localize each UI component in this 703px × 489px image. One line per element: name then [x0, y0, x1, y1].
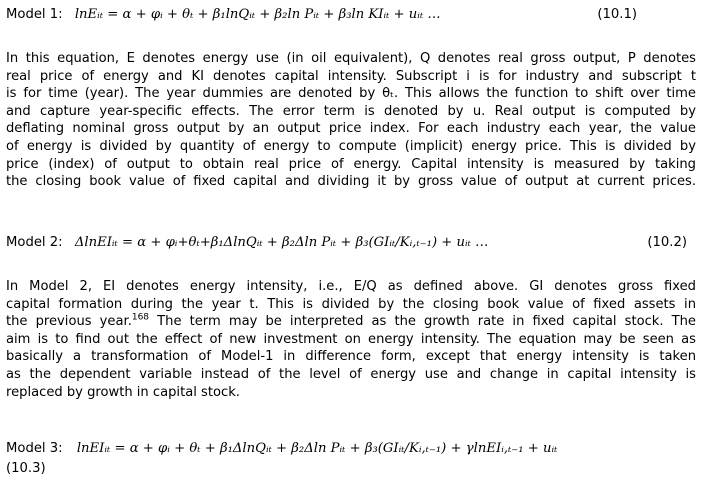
paragraph-2-line [6, 313, 696, 331]
paragraph-2-line: replaced by growth in capital stock. [6, 384, 240, 400]
paragraph-2-line: aim is to find out the effect of new investment on energy intensity. The equation may be seen as [6, 331, 696, 347]
paragraph-1-line: real price of energy and KI denotes capital intensity. Subscript i is for industry and subscript t [6, 68, 696, 84]
paragraph-2 [6, 278, 696, 401]
model-1-label: Model 1: [6, 7, 63, 22]
model-3-number: (10.3) [6, 461, 46, 476]
model-2-label: Model 2: [6, 235, 63, 250]
model-3-equation [6, 440, 697, 458]
model-2-equation [6, 234, 697, 252]
model-3-formula: lnEIᵢₜ = α + φᵢ + θₜ + β₁ΔlnQᵢₜ + β₂Δln Pᵢₜ + β₃(GIᵢₜ/Kᵢ,ₜ₋₁) + γlnEIᵢ,ₜ₋₁ + uᵢₜ [76, 441, 558, 456]
model-2-formula: ΔlnEIᵢₜ = α + φᵢ+θₜ+β₁ΔlnQᵢₜ + β₂Δln Pᵢₜ + β₃(GIᵢₜ/Kᵢ,ₜ₋₁) + uᵢₜ … [74, 235, 489, 250]
paragraph-2-text: The term may be interpreted as the growth rate in fixed capital stock. The [149, 314, 696, 330]
paragraph-2-line: capital formation during the year t. This is divided by the closing book value of fixed assets in [6, 296, 696, 312]
model-3-number-row [6, 460, 697, 478]
paragraph-2-line: In Model 2, EI denotes energy intensity, i.e., E/Q as defined above. GI denotes gross fixed [6, 279, 696, 294]
model-2-number: (10.2) [647, 235, 687, 250]
paragraph-2-line: as the dependent variable instead of the level of energy use and change in capital intensity is [6, 366, 696, 382]
model-1-equation [6, 6, 697, 24]
footnote-marker: 168 [131, 312, 150, 323]
paragraph-2-text: the previous year. [6, 314, 132, 330]
paragraph-1-line: is for time (year). The year dummies are denoted by θₜ. This allows the function to shift over time [6, 86, 696, 102]
paragraph-1-line: deflating nominal gross output by an output price index. For each industry each year, the value [6, 121, 696, 137]
paragraph-1-line: In this equation, E denotes energy use (in oil equivalent), Q denotes real gross output, P denotes [6, 51, 696, 66]
paragraph-1-line: price (index) of output to obtain real price of energy. Capital intensity is measured by taking [6, 156, 696, 172]
paragraph-1 [6, 50, 696, 191]
paragraph-2-line: basically a transformation of Model-1 in difference form, except that energy intensity is taken [6, 349, 696, 365]
model-1-number: (10.1) [597, 7, 637, 22]
paragraph-1-line: the closing book value of fixed capital and dividing it by gross value of output at current prices. [6, 174, 696, 190]
model-3-label: Model 3: [6, 441, 63, 456]
model-1-formula: lnEᵢₜ = α + φᵢ + θₜ + β₁lnQᵢₜ + β₂ln Pᵢₜ + β₃ln KIᵢₜ + uᵢₜ … [74, 7, 441, 22]
paragraph-1-line: of energy is divided by quantity of energy to compute (implicit) energy price. This is divided by [6, 138, 696, 154]
paragraph-1-line: and capture year-specific effects. The error term is denoted by u. Real output is computed by [6, 103, 696, 119]
